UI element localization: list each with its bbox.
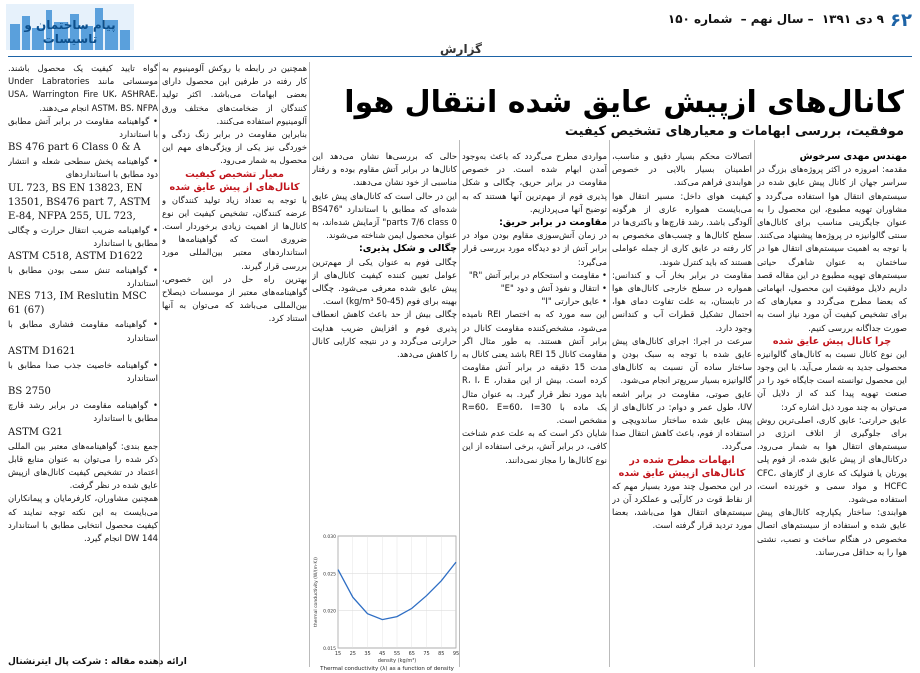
chart-svg: [312, 530, 462, 673]
x-tick-label: 15: [334, 651, 342, 657]
section-heading: چرا کانال پیش عایق شده: [772, 335, 892, 347]
text-column-4: [312, 150, 457, 528]
section-label: گزارش: [440, 42, 483, 56]
paragraph: • گواهینامه تنش سمی بودن مطابق با استاندارد: [8, 264, 158, 290]
text-column-1: [757, 150, 907, 670]
paragraph: بهترین راه حل در این خصوص، گواهینامه‌های معتبر از موسسات ذیصلاح بین‌المللی می‌باشد که می‌توان به آنها استناد کرد.: [162, 273, 307, 324]
subheading: مقاومت در برابر حریق:: [499, 217, 607, 229]
paragraph: عایق حرارتی: عایق کاری، اصلی‌ترین روش برای جلوگیری از اتلاف انرژی در سیستم‌های انتقال هوا به شمار می‌رود. درکانال‌های از پیش عایق شده، از فوم پلی یورتان یا فنولیک که عاری از گازهای CFC، HCFC و مواد سمی و خورنده است، استفاده می‌شود.: [757, 414, 907, 505]
paragraph: جمع بندی: گواهینامه‌های معتبر بین المللی ذکر شده را می‌توان به عنوان منابع قابل اعتماد در تشخیص کیفیت کانال‌های ازپیش عایق شده در نظر گرفت.: [8, 440, 158, 491]
paragraph: • گواهینامه پخش سطحی شعله و انتشار دود مطابق با استانداردهای: [8, 155, 158, 181]
y-tick-label: 0.020: [323, 609, 336, 615]
paragraph: BS 2750: [8, 386, 51, 398]
paragraph: چگالی بیش از حد باعث کاهش انعطاف پذیری فوم و افزایش ضریب هدایت حرارتی می‌گردد و در نتیجه کارایی کانال را کاهش می‌دهد.: [312, 309, 457, 360]
paragraph: • گواهینامه خاصیت جذب صدا مطابق با استاندارد: [8, 359, 158, 385]
article-subtitle: موفقیت، بررسی ابهامات و معیارهای تشخیص کیفیت: [564, 124, 904, 139]
x-tick-label: 95: [452, 651, 460, 657]
paragraph: سرعت در اجرا: اجرای کانال‌های پیش عایق شده با توجه به سبک بودن و ساختار ساده آن نسبت به کانال‌های گالوانیزه بسیار سریع‌تر انجام می‌شود.: [612, 335, 752, 386]
paragraph: UL 723, BS EN 13823, EN 13501, BS476 part 7, ASTM E-84, NFPA 255, UL 723,: [8, 182, 151, 222]
paragraph: همچنین در رابطه با روکش آلومینیوم به کار رفته در طرفین این محصول دارای بعضی ابهامات می‌باشد. اکثر تولید کنندگان از ضخامت‌های مختلف ورق آلومینیوم استفاده می‌کنند.: [162, 63, 307, 126]
publication-logo: [6, 4, 134, 50]
paragraph: چگالی فوم به عنوان یکی از مهم‌ترین عوامل تعیین کننده کیفیت کانال‌های از پیش عایق شده معرفی می‌شود. چگالی بهینه برای فوم (45-50 kg/m³) است.: [312, 256, 457, 307]
paragraph: بنابراین مقاومت در برابر زنگ زدگی و خوردگی نیز یکی از ویژگی‌های مهم این محصول به شمار می‌رود.: [162, 129, 307, 166]
paragraph: این در حالی است که کانال‌های پیش عایق شده‌ای که مطابق با استاندارد "BS476 parts 7/6 class 0" آزمایش شده‌اند، به عنوان محصول ایمن شناخته می‌شوند.: [312, 190, 457, 241]
x-axis-label: density (kg/m³): [377, 658, 417, 664]
paragraph: BS 476 part 6 Class 0 & A: [8, 142, 141, 154]
thermal-conductivity-chart: [312, 530, 462, 673]
text-column-5: [162, 62, 307, 670]
issue-date: ۹ دی ۱۳۹۱: [821, 12, 884, 26]
paragraph: • گواهینامه مقاومت فشاری مطابق با استاندارد: [8, 318, 158, 344]
paragraph: این نوع کانال نسبت به کانال‌های گالوانیزه محصولی جدید به شمار می‌آید. با این وجود این محصول توانسته است جایگاه خود را در صنعت تهویه پیدا کند که از دلایل آن می‌توان به چند مورد ذیل اشاره کرد:: [757, 348, 907, 412]
x-tick-label: 25: [349, 651, 356, 657]
paragraph: • گواهینامه مقاومت در برابر رشد قارچ مطابق با استاندارد: [8, 399, 158, 425]
header-rule: [8, 56, 912, 57]
paragraph: هوابندی: ساختار یکپارچه کانال‌های پیش عایق شده و استفاده از سیستم‌های اتصال مخصوص در هنگام ساخت و نصب، نشتی هوا را به حداقل می‌رساند.: [757, 507, 907, 557]
paragraph: شایان ذکر است که به علت عدم شناخت کافی، در برابر آتش، برخی استفاده از این نوع کانال‌ها را مجاز نمی‌دانند.: [462, 428, 607, 465]
issue-info: [664, 12, 884, 26]
paragraph: • انتقال و نفوذ آتش و دود "E": [462, 282, 607, 295]
logo-text: پیام ساختمان و تاسیسات: [24, 18, 116, 46]
x-tick-label: 45: [379, 651, 386, 657]
paragraph: عایق صوتی، مقاومت در برابر اشعه UV، طول عمر و دوام: در کانال‌های از پیش عایق شده ساختار ساندویچی و استفاده از فوم، باعث کاهش انتقال صدا می‌گردد.: [612, 388, 752, 452]
paragraph: با توجه به تعداد زیاد تولید کنندگان و عرضه کنندگان، تشخیص کیفیت این نوع کانال‌ها از اهمیت زیادی برخوردار است. ضروری است که گواهینامه‌ها و استانداردهای معتبر بین‌المللی مورد بررسی قرار گیرند.: [162, 194, 307, 271]
paragraph: در زمان آتش‌سوزی مقاوم بودن مواد در برابر آتش از دو دیدگاه مورد بررسی قرار می‌گیرد:: [462, 230, 607, 267]
article-credit: ارائه دهنده مقاله : شرکت پال ایترنشنال: [8, 657, 187, 667]
paragraph: مواردی مطرح می‌گردد که باعث به‌وجود آمدن ابهام شده است. در خصوص مقاومت در برابر حریق، چگالی و شکل پذیری فوم از مهم‌ترین آنها هستند که به توضیح آنها می‌پردازیم.: [462, 151, 607, 214]
text-column-2: [612, 150, 752, 670]
article-title: کانال‌های ازپیش عایق شده انتقال هوا: [344, 85, 904, 120]
text-column-6: [8, 62, 158, 652]
paragraph: ASTM G21: [8, 426, 63, 438]
paragraph: • گواهینامه مقاومت در برابر آتش مطابق با استاندارد: [8, 115, 158, 141]
paragraph: در این محصول چند مورد بسیار مهم که از نقاط قوت در کارآیی و عملکرد آن در سیستم‌های انتقال هوا می‌باشد، بعضا مورد تردید قرار گرفته است.: [612, 480, 752, 531]
paragraph: • عایق حرارتی "I": [462, 295, 607, 308]
y-axis-label: thermal conductivity (W/(m·K)): [314, 557, 319, 627]
text-column-3: [462, 150, 607, 670]
paragraph: اتصالات محکم بسیار دقیق و مناسب، اطمینان بسیار بالایی در خصوص هوابندی فراهم می‌کند.: [612, 151, 752, 188]
page-number: ۶۲: [890, 10, 912, 31]
paragraph: این سه مورد که به اختصار REI نامیده می‌شود، مشخص‌کننده مقاومت کانال در برابر آتش هستند. به طور مثال اگر مقاومت کانال REI 15 باشد یعنی کانال به مدت 15 دقیقه در برابر آتش مقاومت کرده است. بیش از این مقدار، R، I، E باید مورد نظر قرار گیرد. به عنوان مثال یک ماده با R=60، E=60، I=30 مشخص است.: [462, 309, 607, 426]
issue-number: شماره ۱۵۰: [667, 12, 733, 26]
paragraph: مقاومت در برابر بخار آب و کندانس: همواره در سطح خارجی کانال‌های هوا در تابستان، به علت تفاوت دمای هوا، احتمال تشکیل قطرات آب و کندانس وجود دارد.: [612, 269, 752, 333]
subheading: مهندس مهدی سرخوش: [799, 151, 907, 162]
paragraph: ASTM D1621: [8, 345, 76, 357]
paragraph: مقدمه: امروزه در اکثر پروژه‌های بزرگ در سراسر جهان از کانال پیش عایق شده در سیستم‌های انتقال هوا استفاده می‌گردد و مشاوران تهویه مطبوع، این محصول را به عنوان جایگزینی مناسب برای کانال‌های سنتی گالوانیزه در پروژه‌ها پیشنهاد می‌کنند. با توجه به اهمیت سیستم‌های انتقال هوا در ساختمان به عنوان شاهرگ حیاتی سیستم‌های تهویه مطبوع در این مقاله قصد داریم دلایل موفقیت این محصول، ابهاماتی که بعضا مطرح می‌گردد و معیارهای که برای تشخیص کیفیت آن مورد نیاز است به صورت جداگانه بررسی کنیم.: [757, 164, 907, 333]
paragraph: حالی که بررسی‌ها نشان می‌دهد این کانال‌ها در برابر آتش مقاوم بوده و رفتار مناسبی از خود نشان می‌دهند.: [312, 151, 457, 188]
page-header: [0, 0, 920, 62]
paragraph: • گواهینامه ضریب انتقال حرارت و چگالی مطابق با استاندارد: [8, 224, 158, 250]
paragraph: همچنین مشاوران، کارفرمایان و پیمانکاران می‌بایست به این نکته توجه نمایند که کیفیت محصول انتخابی مطابق با استاندارد 144 DW انجام گیرد.: [8, 493, 158, 544]
paragraph: گواه تایید کیفیت یک محصول باشند. موسساتی مانند Under Labratories USA، Warrington Fire UK، ASHRAE، ASTM، BS، NFPA انجام می‌دهند.: [8, 63, 158, 113]
y-tick-label: 0.030: [323, 535, 336, 540]
issue-year: – سال نهم –: [740, 12, 814, 26]
subheading: چگالی و شکل پذیری:: [358, 243, 457, 255]
paragraph: • مقاومت و استحکام در برابر آتش "R": [462, 269, 607, 282]
section-heading: معیار تشخیص کیفیت کانال‌های از پیش عایق شده: [169, 168, 300, 193]
x-tick-label: 75: [423, 651, 430, 657]
chart-title: Thermal conductivity (λ) as a function of density: [320, 666, 454, 672]
paragraph: NES 713, IM Reslutin MSC 61 (67): [8, 291, 147, 317]
x-tick-label: 65: [408, 651, 415, 657]
x-tick-label: 55: [393, 651, 401, 657]
y-tick-label: 0.015: [323, 647, 336, 652]
paragraph: کیفیت هوای داخل: مسیر انتقال هوا می‌بایست همواره عاری از هرگونه آلودگی باشد. رشد قارچ‌ها و باکتری‌ها در سطح کانال‌ها و چسب‌های مخصوص به کار رفته در عایق کاری از جمله عواملی هستند که باید کنترل شوند.: [612, 190, 752, 267]
x-tick-label: 35: [364, 651, 371, 657]
x-tick-label: 85: [438, 651, 445, 657]
y-tick-label: 0.025: [323, 572, 336, 578]
section-heading: ابهامات مطرح شده در کانال‌های ازپیش عایق شده: [618, 454, 746, 479]
paragraph: ASTM C518, ASTM D1622: [8, 251, 143, 263]
